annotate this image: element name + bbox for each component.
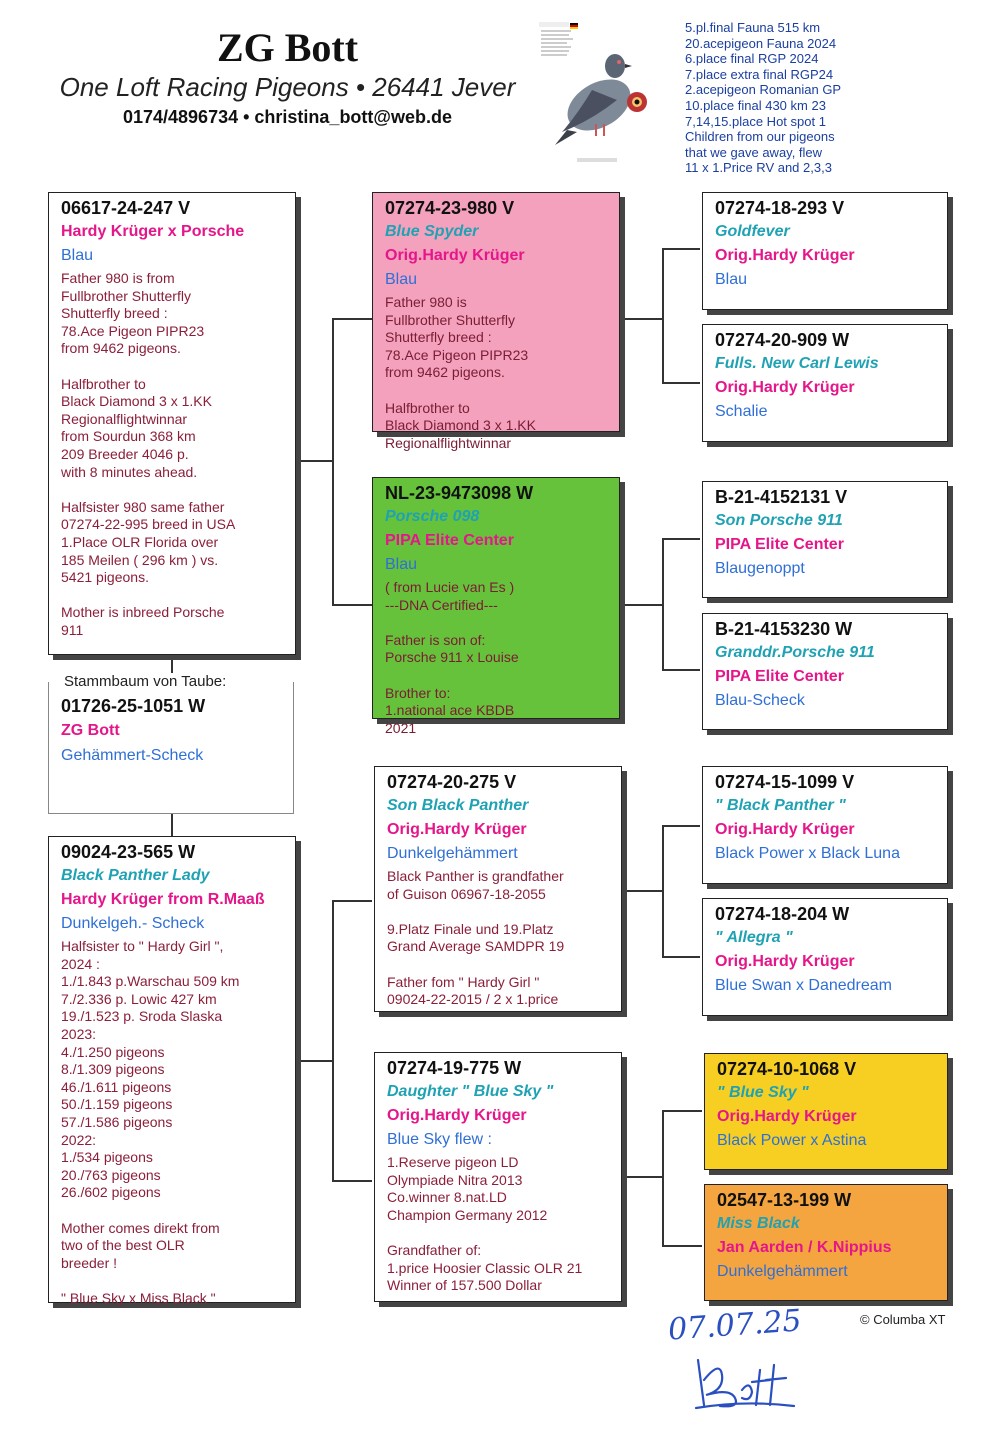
feather-color: Blau [715,271,748,288]
breeder: Orig.Hardy Krüger [715,247,855,264]
pigeon-name: Son Black Panther [387,797,529,814]
pigeon-photo [537,20,655,170]
feather-color: Blau [385,556,418,573]
result-line: 7,14,15.place Hot spot 1 [685,113,826,129]
results-list [685,20,885,176]
feather-color: Gehämmert-Scheck [61,747,204,764]
breeder: Orig.Hardy Krüger [385,247,525,264]
great-grandparent-card[interactable] [702,766,948,884]
ring-number: 07274-20-275 V [387,772,517,792]
pigeon-name: Granddr.Porsche 911 [715,644,875,661]
ring-number: 01726-25-1051 W [61,696,206,716]
great-grandparent-card[interactable] [704,1053,948,1170]
mother-card[interactable] [48,836,296,1306]
feather-color: Blue Sky flew : [387,1131,492,1148]
result-line: 6.place final RGP 2024 [685,51,819,67]
pigeon-name: " Allegra " [715,929,793,946]
ring-number: 07274-19-775 W [387,1058,522,1078]
great-grandparent-card[interactable] [704,1184,948,1301]
breeder: Hardy Krüger from R.Maaß [61,891,265,908]
ring-number: 02547-13-199 W [717,1190,852,1210]
signature [690,1350,800,1410]
pigeon-name: Son Porsche 911 [715,512,843,529]
grandfather-maternal-card[interactable] [374,766,622,1012]
feather-color: Dunkelgehämmert [717,1263,848,1280]
ring-number: 07274-15-1099 V [715,772,855,792]
contact-info: 0174/4896734 • christina_bott@web.de [122,107,452,127]
ring-number: 06617-24-247 V [61,198,191,218]
result-line: 11 x 1.Price RV and 2,3,3 [685,160,832,176]
pigeon-name: Fulls. New Carl Lewis [715,355,879,372]
breeder: Jan Aarden / K.Nippius [717,1239,892,1256]
breeder: PIPA Elite Center [715,536,844,553]
pedigree-notes: Father 980 is Fullbrother Shutterfly Shutterfly breed : 78.Ace Pigeon PIPR23 from 9462 pigeons. Halfbrother to Black Diamond 3 x 1.KK Regionalflightwinnar [385,294,536,451]
feather-color: Schalie [715,403,768,420]
breeder: ZG Bott [61,722,120,739]
breeder: PIPA Elite Center [385,532,514,549]
feather-color: Blaugenoppt [715,560,805,577]
pigeon-name: Porsche 098 [385,508,480,525]
grandmother-maternal-card[interactable] [374,1052,622,1302]
feather-color: Blau-Scheck [715,692,805,709]
pedigree-notes: Father 980 is from Fullbrother Shutterfly Shutterfly breed : 78.Ace Pigeon PIPR23 from 9462 pigeons. Halfbrother to Black Diamond 3 x 1.KK Regionalflightwinnar from Sourdun 368 km 209 Breeder 4046 p. with 8 minutes ahead. Halfsister 980 same father 07274-22-995 breed in USA 1.Place OLR Florida over 185 Meilen ( 296 km ) vs. 5421 pigeons. Mother is inbreed Porsche 911 [61,270,236,638]
ring-number: B-21-4152131 V [715,487,848,507]
breeder: Orig.Hardy Krüger [715,953,855,970]
grandmother-paternal-card[interactable] [372,477,620,736]
pigeon-name: Miss Black [717,1215,800,1232]
great-grandparent-card[interactable] [702,613,948,730]
handwritten-date: 07.07.25 [666,1303,803,1348]
pedigree-notes: ( from Lucie van Es ) ---DNA Certified--- Father is son of: Porsche 911 x Louise Brother to: 1.national ace KBDB 2021 [385,579,519,736]
father-card[interactable] [48,192,296,655]
pigeon-name: Blue Spyder [385,223,479,240]
breeder: Orig.Hardy Krüger [715,821,855,838]
pigeon-name: Goldfever [715,223,790,240]
ring-number: 07274-18-204 W [715,904,850,924]
page-title: ZG Bott [216,25,359,70]
great-grandparent-card[interactable] [702,192,948,310]
subject-card[interactable] [48,682,294,814]
breeder: Orig.Hardy Krüger [387,821,527,838]
breeder: Orig.Hardy Krüger [717,1108,857,1125]
feather-color: Dunkelgehämmert [387,845,518,862]
pigeon-name: Daughter " Blue Sky " [387,1083,554,1100]
ring-number: 09024-23-565 W [61,842,196,862]
feather-color: Blau [61,247,94,264]
grandfather-paternal-card[interactable] [372,192,620,451]
pigeon-name: " Blue Sky " [717,1084,809,1101]
result-line: Children from our pigeons [685,129,835,145]
feather-color: Blue Swan x Danedream [715,977,892,994]
pedigree-notes: 1.Reserve pigeon LD Olympiade Nitra 2013 Co.winner 8.nat.LD Champion Germany 2012 Grandfather of: 1.price Hoosier Classic OLR 21 Winner of 157.500 Dollar [387,1154,583,1294]
pedigree-label: Stammbaum von Taube: [64,673,227,690]
ring-number: NL-23-9473098 W [385,483,534,503]
ring-number: 07274-23-980 V [385,198,515,218]
feather-color: Blau [385,271,418,288]
ring-number: 07274-10-1068 V [717,1059,857,1079]
result-line: 2.acepigeon Romanian GP [685,82,842,98]
pedigree-notes: Halfsister to " Hardy Girl ", 2024 : 1./1.843 p.Warschau 509 km 7./2.336 p. Lowic 427 km 19./1.523 p. Sroda Slaska 2023: 4./1.250 pigeons 8./1.309 pigeons 46./1.611 pigeons 50./1.159 pigeons 57./1.586 pigeons 2022: 1./534 pigeons 20./763 pigeons 26./602 pigeons Mother comes direkt from two of the best OLR breeder ! " Blue Sky x Miss Black " [61,938,240,1306]
pedigree-notes: Black Panther is grandfather of Guison 06967-18-2055 9.Platz Finale und 19.Platz Grand Average SAMDPR 19 Father fom " Hardy Girl " 09024-22-2015 / 2 x 1.price [387,868,565,1008]
pigeon-name: " Black Panther " [715,797,846,814]
ring-number: B-21-4153230 W [715,619,853,639]
pigeon-name: Black Panther Lady [61,867,210,884]
great-grandparent-card[interactable] [702,898,948,1016]
great-grandparent-card[interactable] [702,324,948,442]
result-line: that we gave away, flew [685,144,823,160]
result-line: 5.pl.final Fauna 515 km [685,20,821,35]
ring-number: 07274-20-909 W [715,330,850,350]
page-subtitle: One Loft Racing Pigeons • 26441 Jever [59,72,516,102]
feather-color: Black Power x Black Luna [715,845,900,862]
great-grandparent-card[interactable] [702,481,948,598]
feather-color: Black Power x Astina [717,1132,867,1149]
breeder: Orig.Hardy Krüger [387,1107,527,1124]
copyright: © Columba XT [860,1312,946,1327]
breeder: Orig.Hardy Krüger [715,379,855,396]
breeder: Hardy Krüger x Porsche [61,223,245,240]
result-line: 20.acepigeon Fauna 2024 [685,35,837,51]
feather-color: Dunkelgeh.- Scheck [61,915,205,932]
ring-number: 07274-18-293 V [715,198,845,218]
breeder: PIPA Elite Center [715,668,844,685]
result-line: 7.place extra final RGP24 [685,66,834,82]
result-line: 10.place final 430 km 23 [685,97,826,113]
